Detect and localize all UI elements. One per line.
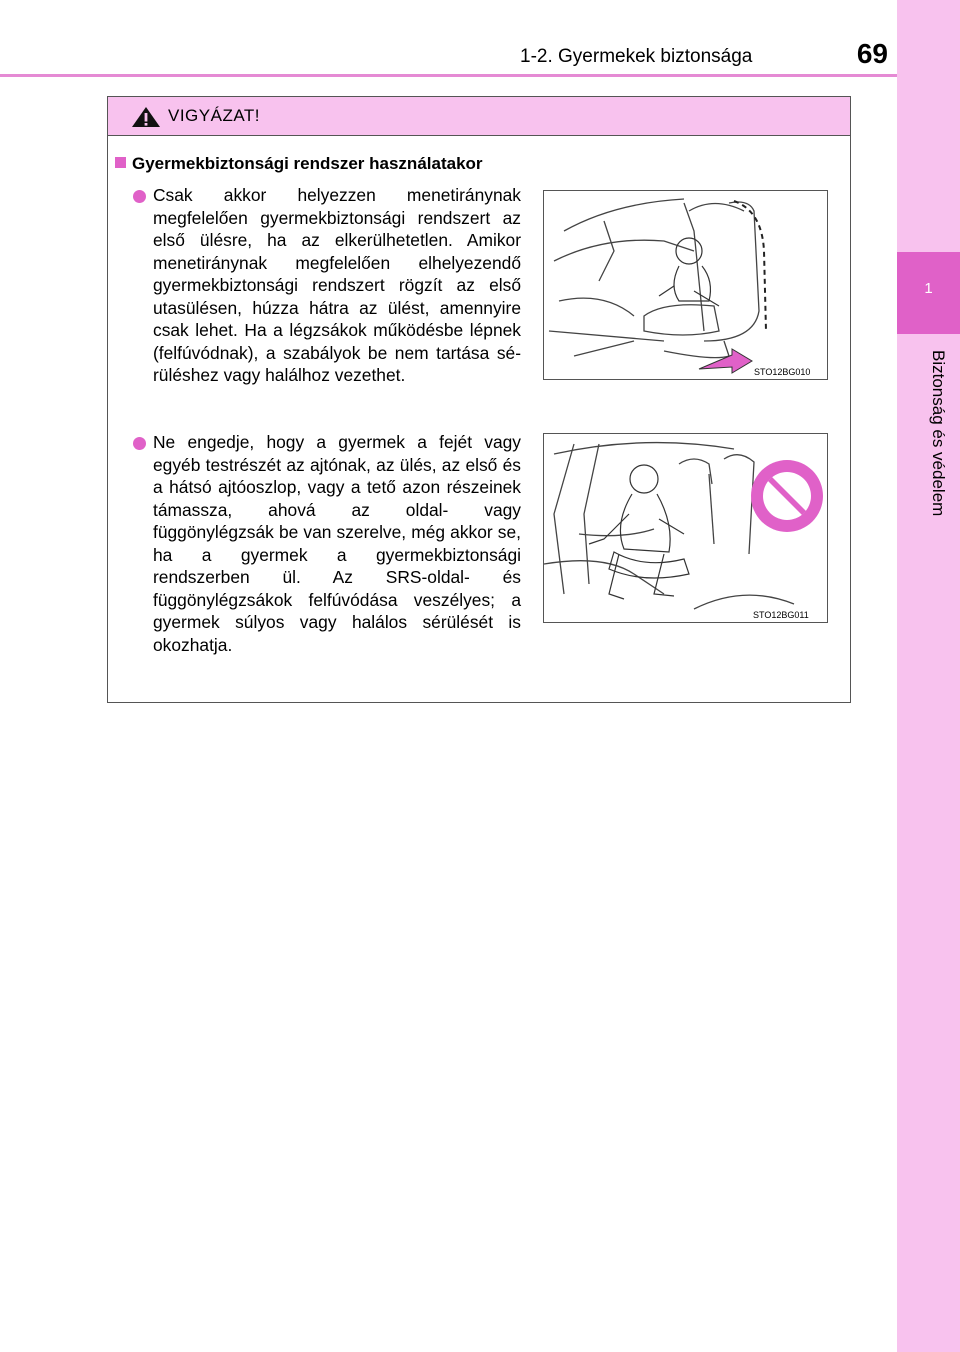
child-seat-illustration: [544, 191, 827, 379]
page-number: 69: [856, 38, 888, 69]
figure-child-booster: [543, 433, 828, 623]
section-heading: [115, 154, 483, 174]
chapter-title: Biztonság és védelem: [929, 350, 948, 517]
bullet-text-2: Ne engedje, hogy a gyermek a fejét vagy egyéb testrészét az ajtónak, az ülés, az első és a hátsó ajtóoszlop, vagy a tető azon részeinek támassza, ahová az oldal- vagy függönylégzsák be van szerelve, még akkor se, ha a gyermek a gyermekbiztonsági rendszerben ül. Az SRS-oldal- és függönylégzsákok felfúvódása veszélyes; a gyermek súlyos vagy halálos sérülését is okozhatja.: [153, 432, 521, 655]
figure-front-child-seat: [543, 190, 828, 380]
bullet-dot-icon: [133, 190, 146, 203]
figure-code-2: STO12BG011: [753, 610, 809, 620]
section-heading-text: Gyermekbiztonsági rendszer használatakor: [132, 154, 483, 173]
side-tab-top: [897, 0, 960, 252]
child-booster-illustration: [544, 434, 827, 622]
chapter-number: 1: [924, 280, 933, 297]
figure-code-1: STO12BG010: [754, 367, 811, 377]
bullet-text-1: Csak akkor helyezzen menetiránynak megfelelően gyermekbiztonsági rendszert az első ülésre, ha az elkerülhetetlen. Amikor menetiránynak megfelelően elhelyezendő gyermekbiztonsági rendszert rögzít az első utasülésen, húzza hátra az ülést, amennyire csak lehet. Ha a légzsákok működésbe lépnek (felfúvódnak), a szabályok be nem tartása sérüléshez vagy halálhoz vezethet.: [153, 185, 521, 385]
square-bullet-icon: [115, 157, 126, 168]
warning-title: VIGYÁZAT!: [168, 106, 261, 125]
warning-header: [108, 97, 850, 136]
warning-triangle-icon: [131, 106, 161, 128]
bullet-dot-icon: [133, 437, 146, 450]
section-title: 1-2. Gyermekek biztonsága: [520, 46, 753, 67]
header-rule: [0, 74, 897, 77]
